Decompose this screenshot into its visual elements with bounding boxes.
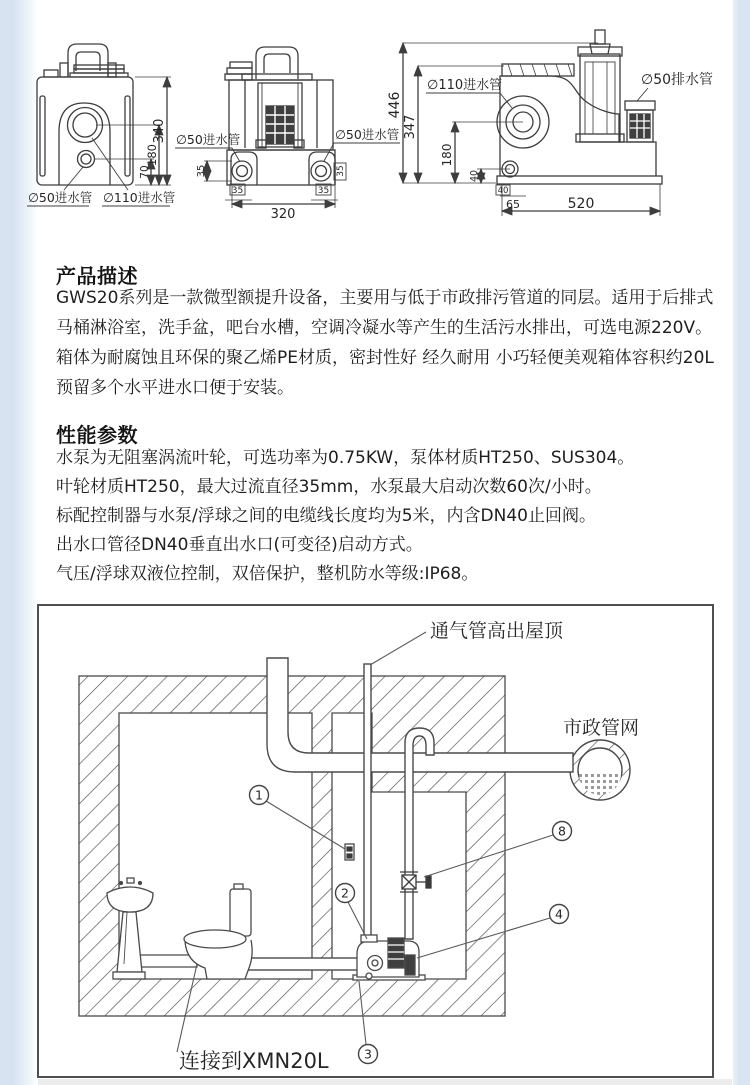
control-box — [345, 844, 354, 860]
parameter-line: 叶轮材质HT250，最大过流直径35mm，水泵最大启动次数60次/小时。 — [56, 477, 602, 497]
vent-pipe — [364, 664, 371, 939]
svg-text:1: 1 — [255, 787, 263, 803]
toilet-drain-pipe — [244, 958, 362, 970]
profile-dim-347: 347 — [403, 114, 418, 140]
installation-diagram — [39, 606, 712, 1076]
parameter-line: 标配控制器与水泵/浮球之间的电缆线长度均为5米，内含DN40止回阀。 — [56, 506, 596, 526]
description-line: GWS20系列是一款微型额提升设备，主要用与低于市政排污管道的同层。适用于后排式 — [56, 288, 714, 308]
profile-dim-65: 65 — [506, 198, 520, 211]
parameters-title: 性能参数 — [56, 423, 138, 447]
callout-4 — [550, 905, 569, 924]
parameter-line: 出水口管径DN40垂直出水口(可变径)启动方式。 — [56, 535, 423, 555]
side-label-inlet50-right: ∅50进水管 — [335, 127, 400, 142]
profile-dim-180: 180 — [440, 143, 454, 167]
side-dim-320: 320 — [270, 207, 296, 222]
description-title: 产品描述 — [56, 264, 138, 288]
callout-3 — [359, 1045, 378, 1064]
callout-1 — [250, 786, 269, 805]
front-view-drawing — [27, 44, 171, 206]
municipal-pipe-section — [570, 740, 630, 800]
description-text — [56, 283, 714, 403]
float-switch — [405, 955, 415, 975]
front-label-inlet110: ∅110进水管 — [103, 190, 176, 205]
svg-text:3: 3 — [364, 1046, 372, 1062]
profile-dim-40: 40 — [469, 169, 480, 183]
callout-2 — [336, 884, 355, 903]
side-dim-35-right: 35 — [336, 165, 346, 177]
description-line: 预留多个水平进水口便于安装。 — [56, 378, 294, 398]
parameter-line: 气压/浮球双液位控制，双倍保护，整机防水等级:IP68。 — [56, 564, 479, 584]
front-label-inlet50: ∅50进水管 — [28, 190, 93, 205]
parameter-line: 水泵为无阻塞涡流叶轮，可选功率为0.75KW，泵体材质HT250、SUS304。 — [56, 448, 635, 468]
municipal-network-label: 市政管网 — [562, 717, 640, 739]
profile-label-outlet50: ∅50排水管 — [641, 72, 714, 88]
profile-label-inlet110: ∅110进水管 — [427, 78, 503, 93]
front-dim-180: 180 — [145, 144, 159, 166]
lifting-pump-unit — [353, 935, 425, 980]
profile-dim-520: 520 — [567, 196, 595, 212]
side-dim-35-box-right: 35 — [317, 186, 330, 196]
vent-pipe-label: 通气管高出屋顶 — [430, 620, 564, 642]
parameters-text — [56, 444, 706, 589]
side-dim-35-left: 35 — [196, 164, 207, 178]
pump-inlet — [361, 935, 377, 942]
connect-label: 连接到XMN20L — [179, 1049, 329, 1073]
side-dim-35-box-left: 35 — [231, 186, 244, 196]
svg-text:8: 8 — [558, 823, 566, 839]
front-dim-340: 340 — [152, 118, 167, 144]
front-dim-70: 70 — [139, 165, 151, 179]
technical-drawings — [0, 0, 750, 245]
side-label-inlet50-left: ∅50进水管 — [176, 132, 241, 147]
description-line: 马桶淋浴室，洗手盆，吧台水槽，空调冷凝水等产生的生活污水排出，可选电源220V。 — [56, 318, 713, 338]
profile-view-drawing — [403, 30, 662, 216]
profile-dim-446: 446 — [387, 91, 403, 119]
svg-text:2: 2 — [341, 885, 349, 901]
description-line: 箱体为耐腐蚀且环保的聚乙烯PE材质，密封性好 经久耐用 小巧轻便美观箱体容积约20L — [56, 348, 714, 368]
pump-motor — [388, 938, 404, 968]
section-divider — [38, 1079, 732, 1085]
callout-8 — [553, 822, 572, 841]
profile-dim-40-box: 40 — [497, 186, 509, 196]
svg-text:4: 4 — [555, 906, 563, 922]
installation-diagram-box — [37, 604, 714, 1078]
